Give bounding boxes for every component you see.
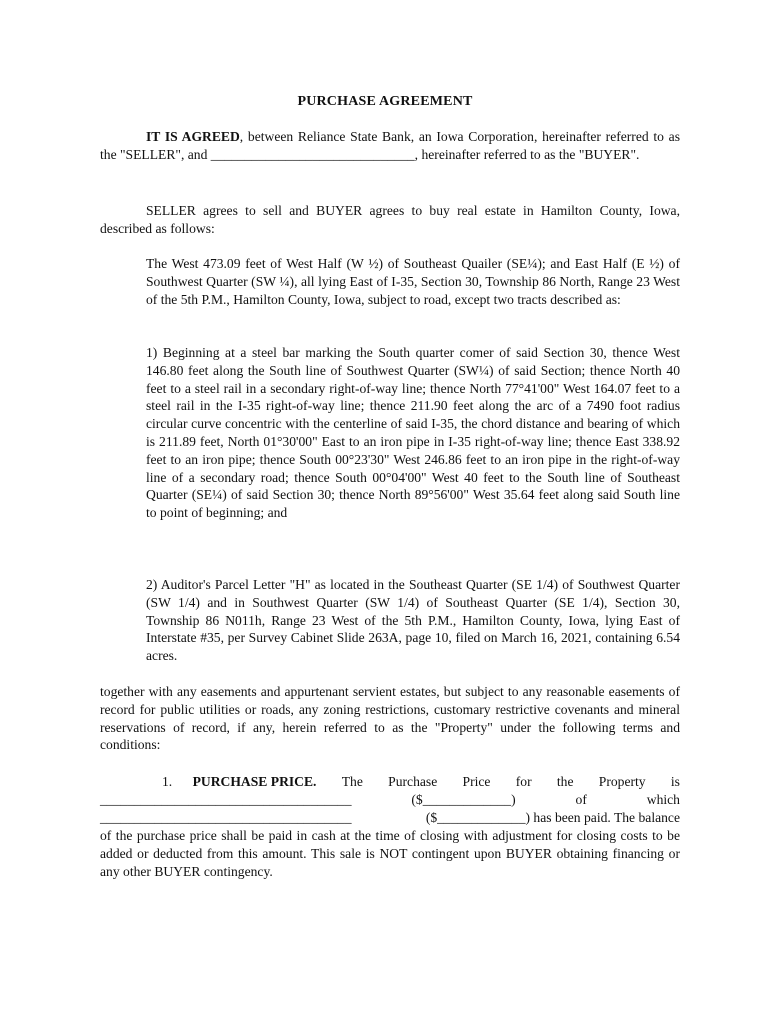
legal-description: The West 473.09 feet of West Half (W ½) of Southeast Quailer (SE¼); and East Half (E ½) of Southwest Quarter (SW ¼), all lying East of I-35, Section 30, Township 86 North, Range 23 West of the 5th P.M., Hamilton County, Iowa, subject to road, except two tracts described as: <box>146 256 680 307</box>
pp-word: for <box>515 774 532 789</box>
purchase-price-line-2 <box>100 791 680 809</box>
tract-1-description: 1) Beginning at a steel bar marking the South quarter comer of said Section 30, thence West 146.80 feet along the South line of Southwest Quarter (SW¼) of said Section; thence North 40 feet to a steel rail in a secondary right-of-way line; thence North 77°41'00" West 164.07 feet to a steel rail in the I-35 right-of-way line; thence 211.90 feet along the arc of a 7490 foot radius circular curve concentric with the centerline of said I-35, the chord distance and bearing of which is 211.89 feet, North 01°30'00" East to an iron pipe in I-35 right-of-way line; thence East 338.92 feet to an iron pipe; thence South 00°23'30" West 246.86 feet to an iron pipe in the right-of-way line of a secondary road; thence South 00°04'00" West 40 feet to the South line of Southeast Quarter (SE¼) of said Section 30; thence North 89°56'00" West 35.64 feet along said South line to point of beginning; and <box>146 345 680 521</box>
pp-word: Purchase <box>388 774 438 789</box>
together-paragraph: together with any easements and appurtenant servient estates, but subject to any reasonable easements of record for public utilities or roads, any zoning restrictions, customary restrictive covenants and mineral reservations of record, if any, herein referred to as the "Property" under the following terms and conditions: <box>100 684 680 753</box>
tract-2-description: 2) Auditor's Parcel Letter "H" as located in the Southeast Quarter (SE 1/4) of Southwest Quarter (SW 1/4) and in Southwest Quarter (SW 1/4) of Southeast Quarter (SE 1/4), Section 30, Township 86 N011h, Range 23 West of the 5th P.M., Hamilton County, Iowa, lying East of Interstate #35, per Survey Cabinet Slide 263A, page 10, filed on March 16, 2021, containing 6.54 acres. <box>146 577 680 664</box>
pp-word: Property <box>598 774 646 789</box>
section-number: 1. <box>162 774 173 789</box>
purchase-price-remainder: of the purchase price shall be paid in cash at the time of closing with adjustment for closing costs to be added or deducted from this amount. This sale is NOT contingent upon BUYER obtaining financing or any other BUYER contingency. <box>100 828 680 879</box>
purchase-price-line-3 <box>100 809 680 827</box>
price-words-blank: _____________________________________ <box>100 792 352 807</box>
section-heading: PURCHASE PRICE. <box>192 774 317 789</box>
pp-word: The <box>341 774 363 789</box>
document-title: PURCHASE AGREEMENT <box>297 94 473 109</box>
purchase-price-heading-group <box>100 773 316 791</box>
intro-text: , between Reliance State Bank, an Iowa Corporation, hereinafter referred to as the "SELLER", and ______________________________, hereinafter referred to as the "BUYER". <box>100 129 680 162</box>
pp-word: is <box>670 774 680 789</box>
intro-paragraph <box>100 128 680 164</box>
intro-lead: IT IS AGREED <box>146 129 240 144</box>
paid-amount-text: ($_____________) has been paid. The balance <box>425 810 680 825</box>
paid-words-blank: _____________________________________ <box>100 810 352 825</box>
pp-which: which <box>646 792 680 807</box>
pp-word: the <box>556 774 574 789</box>
pp-of: of <box>575 792 587 807</box>
pp-word: Price <box>462 774 491 789</box>
price-amount-blank: ($_____________) <box>411 792 516 807</box>
agree-sell-paragraph: SELLER agrees to sell and BUYER agrees to buy real estate in Hamilton County, Iowa, described as follows: <box>100 203 680 236</box>
purchase-price-line-1 <box>100 773 680 791</box>
